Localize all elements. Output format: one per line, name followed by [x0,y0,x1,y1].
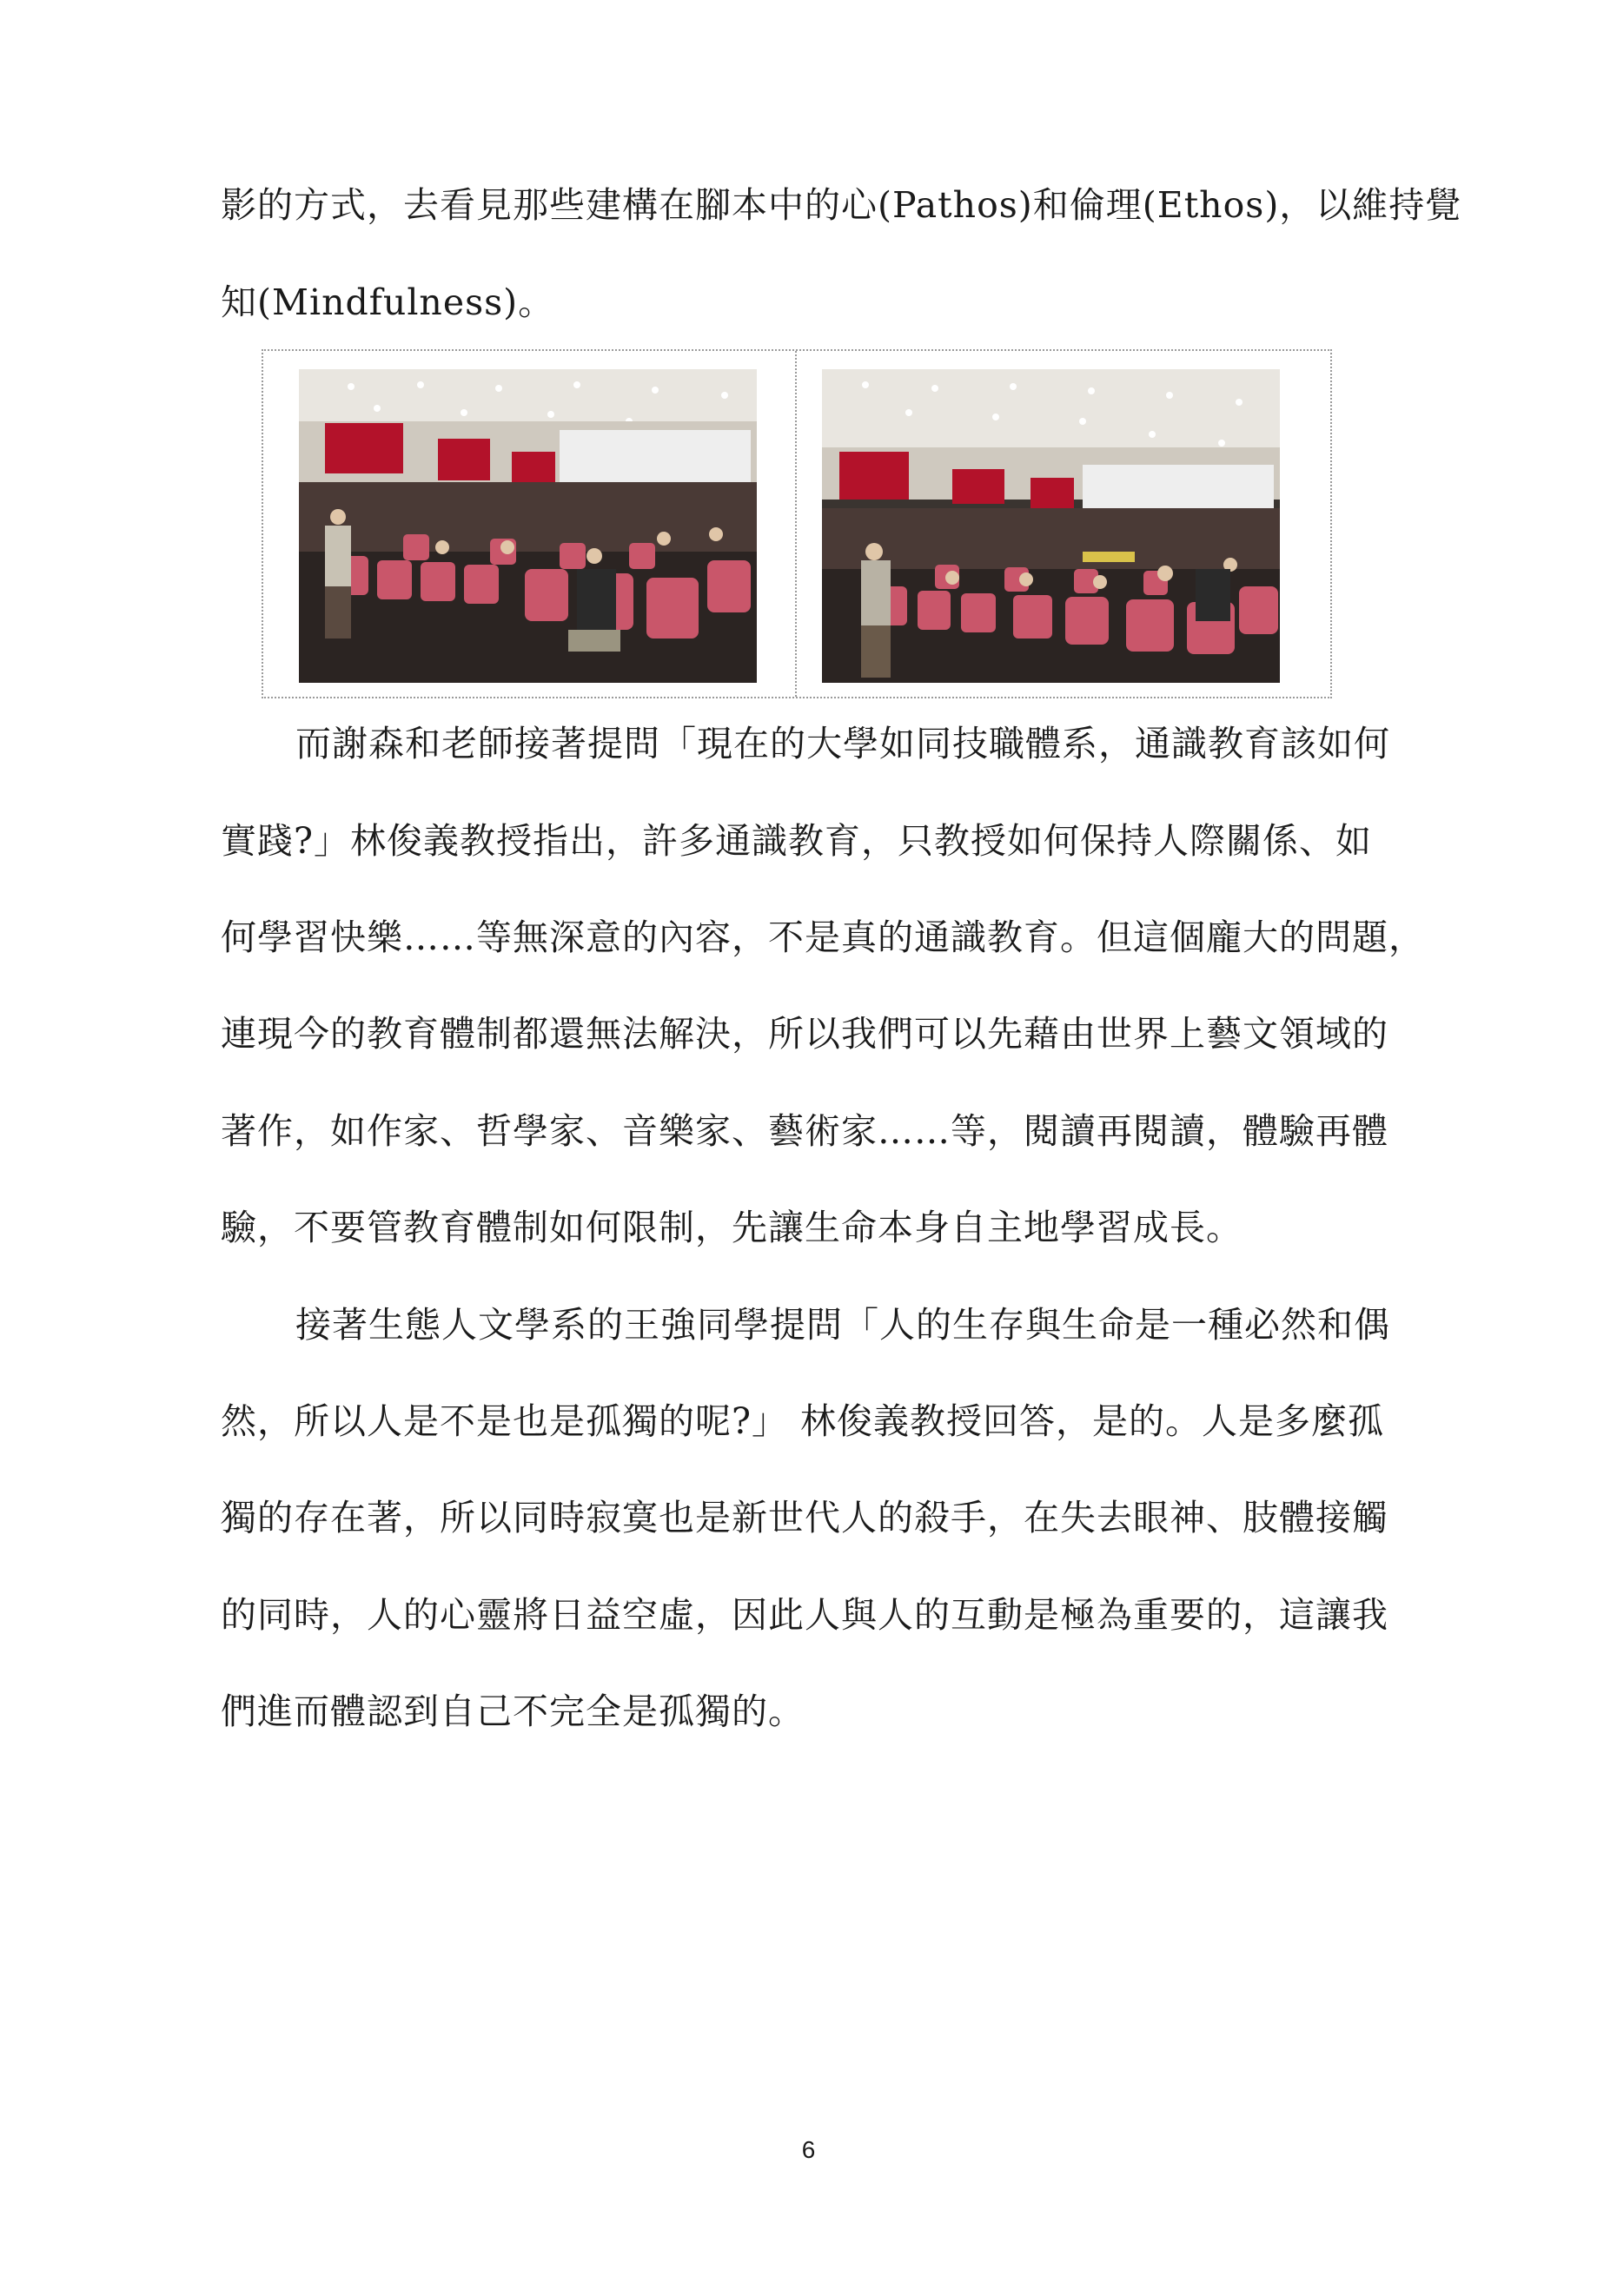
page-number: 6 [801,2136,816,2163]
paragraph-2-line-4: 連現今的教育體制都還無法解決，所以我們可以先藉由世界上藝文領域的 [221,1013,1388,1055]
table-divider [795,351,797,697]
auditorium-photo-right [822,369,1280,683]
paragraph-3-line-2: 然，所以人是不是也是孤獨的呢?」 林俊義教授回答，是的。人是多麼孤 [221,1400,1385,1442]
paragraph-3-line-5: 們進而體認到自己不完全是孤獨的。 [221,1691,805,1732]
paragraph-2-line-3: 何學習快樂……等無深意的內容，不是真的通識教育。但這個龐大的問題， [221,916,1425,958]
paragraph-2-line-5: 著作，如作家、哲學家、音樂家、藝術家……等，閱讀再閱讀，體驗再體 [221,1110,1388,1152]
paragraph-3-line-3: 獨的存在著，所以同時寂寞也是新世代人的殺手，在失去眼神、肢體接觸 [221,1497,1388,1538]
auditorium-photo-left-image [299,369,757,683]
paragraph-1-line-2: 知(Mindfulness)。 [221,281,555,323]
paragraph-3-line-4: 的同時，人的心靈將日益空虛，因此人與人的互動是極為重要的，這讓我 [221,1594,1388,1636]
paragraph-1-line-1: 影的方式，去看見那些建構在腳本中的心(Pathos)和倫理(Ethos)，以維持覺 [221,184,1462,226]
photo-table [262,349,1332,698]
paragraph-3-line-1: 接著生態人文學系的王強同學提問「人的生存與生命是一種必然和偶 [295,1304,1390,1346]
auditorium-photo-left [299,369,757,683]
auditorium-photo-right-image [822,369,1280,683]
paragraph-2-line-1: 而謝森和老師接著提問「現在的大學如同技職體系，通識教育該如何 [295,723,1390,764]
paragraph-2-line-6: 驗，不要管教育體制如何限制，先讓生命本身自主地學習成長。 [221,1207,1243,1248]
paragraph-2-line-2: 實踐?」林俊義教授指出，許多通識教育，只教授如何保持人際關係、如 [221,820,1372,862]
